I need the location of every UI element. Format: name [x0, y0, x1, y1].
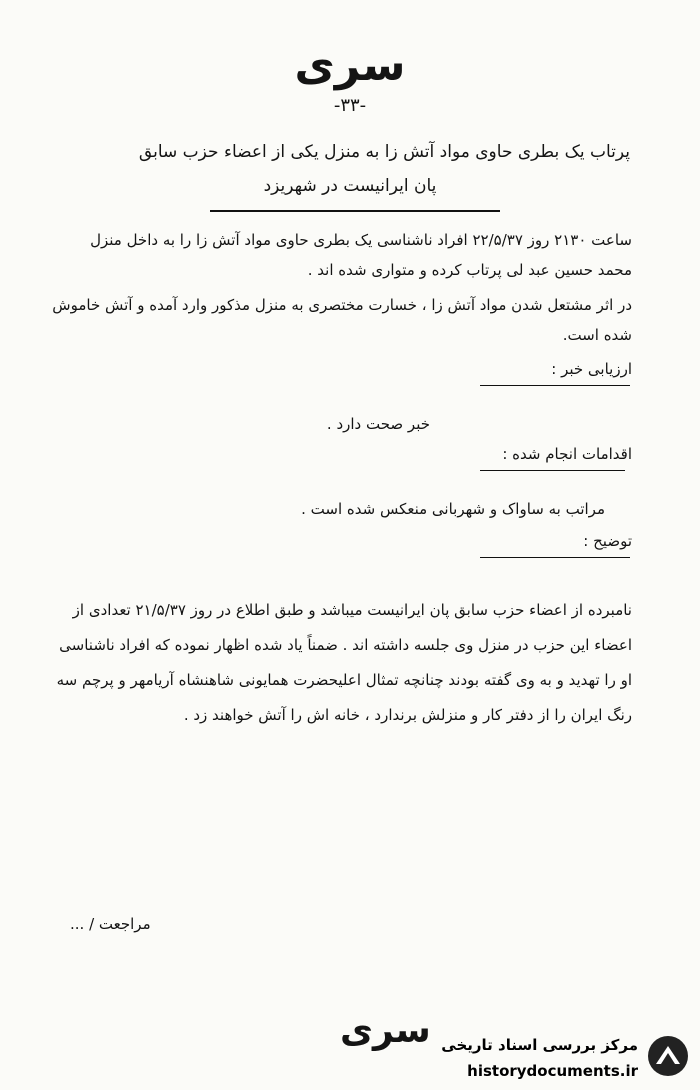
label-explanation: توضیح :	[583, 532, 632, 550]
subject-line-1: پرتاب یک بطری حاوی مواد آتش زا به منزل یکی از اعضاء حزب سابق	[138, 142, 630, 162]
actions-text: مراتب به ساواک و شهربانی منعکس شده است .	[301, 500, 605, 518]
classification-header: سری	[294, 40, 406, 91]
actions-underline	[480, 470, 625, 471]
page-number: -۳۳-	[333, 95, 367, 116]
evaluation-text: خبر صحت دارد .	[326, 415, 430, 433]
subject-underline	[210, 210, 500, 212]
label-evaluation: ارزیابی خبر :	[551, 360, 632, 378]
archive-watermark	[420, 1032, 690, 1090]
archive-logo-icon	[646, 1034, 690, 1078]
evaluation-underline	[480, 385, 630, 386]
reference-note: مراجعت / ...	[70, 915, 151, 933]
watermark-title: مرکز بررسی اسناد تاریخی	[441, 1036, 638, 1054]
watermark-url: historydocuments.ir	[467, 1062, 638, 1080]
paragraph-explanation: نامبرده از اعضاء حزب سابق پان ایرانیست میباشد و طبق اطلاع در روز ۲۱/۵/۳۷ تعدادی از اعضاء این حزب در منزل وی جلسه داشته اند . ضمناً یاد شده اظهار نموده که افراد ناشناسی او را تهدید و به وی گفته بودند چنانچه تمثال اعلیحضرت همایونی شاهنشاه آریامهر و پرچم سه رنگ ایران را از دفتر کار و منزلش برندارد ، خانه اش را آتش خواهند زد .	[56, 601, 632, 724]
paragraph-damage: در اثر مشتعل شدن مواد آتش زا ، خسارت مختصری به منزل مذکور وارد آمده و آتش خاموش شده است.	[52, 296, 632, 344]
label-actions: اقدامات انجام شده :	[502, 445, 632, 463]
classification-footer: سری	[340, 1010, 431, 1051]
paragraph-incident: ساعت ۲۱۳۰ روز ۲۲/۵/۳۷ افراد ناشناسی یک بطری حاوی مواد آتش زا را به داخل منزل محمد حسین عبد لی پرتاب کرده و متواری شده اند .	[90, 231, 632, 279]
explanation-underline	[480, 557, 630, 558]
subject-line-2: پان ایرانیست در شهریزد	[263, 176, 437, 196]
